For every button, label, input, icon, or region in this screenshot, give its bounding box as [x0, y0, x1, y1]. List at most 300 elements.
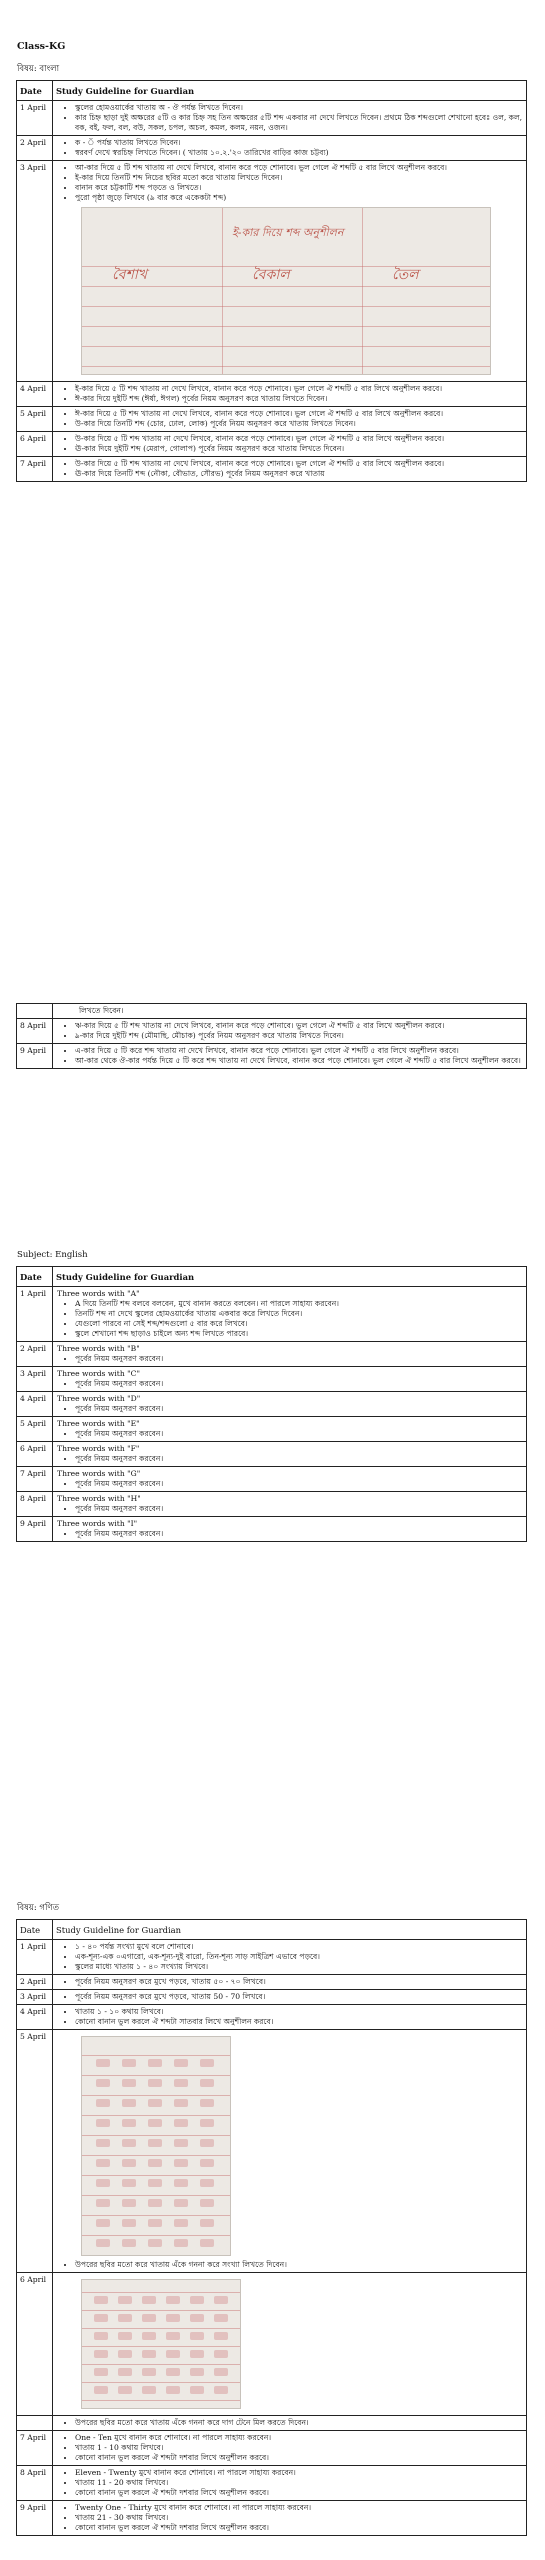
row-date: 3 April [17, 161, 53, 382]
drawn-mark [190, 2296, 204, 2304]
drawn-mark [148, 2179, 162, 2187]
row-date: 6 April [17, 432, 53, 457]
guide-item: • ঈ-কার দিয়ে দুইটি শব্দ (ঈর্ষা, ঈগল) পূর্বের নিয়ম অনুসরণ করে খাতায় লিখতে দিবেন। [75, 394, 523, 404]
drawn-mark [122, 2119, 136, 2127]
table-row [17, 2273, 527, 2416]
grid-line [82, 2155, 230, 2156]
guide-item: • ঌ-কার দিয়ে দুইটি শব্দ (মৌমাছি, মৌচাক) পূর্বের নিয়ম অনুসরণ করে খাতায় লিখতে দিবেন। [75, 1031, 523, 1041]
row-guide [53, 1940, 527, 1975]
drawn-mark [174, 2199, 188, 2207]
guide-item: • আ-কার থেকে ঔ-কার পর্যন্ত দিয়ে ৫ টি করে শব্দ খাতায় না দেখে লিখবে, বানান করে পড়ে শোনাবে। ভুল গেলে ঐ শব্দটি ৫ বার লিখে অনুশীলন করবে। [75, 1056, 523, 1066]
drawn-mark [94, 2386, 108, 2394]
row-title: Three words with "G" [57, 1469, 141, 1478]
guide-list [75, 1992, 523, 2002]
row-date: 2 April [17, 1342, 53, 1367]
drawn-mark [118, 2314, 132, 2322]
ruled-line [82, 346, 490, 347]
table-row [17, 432, 527, 457]
drawn-mark [190, 2386, 204, 2394]
drawn-mark [190, 2350, 204, 2358]
table-row [17, 1392, 527, 1417]
row-title: Three words with "A" [57, 1289, 140, 1298]
guide-list [75, 1299, 523, 1339]
ruled-line [82, 286, 490, 287]
table-row [17, 2466, 527, 2501]
drawn-mark [94, 2296, 108, 2304]
row-guide [53, 1417, 527, 1442]
table-row [17, 1940, 527, 1975]
drawn-mark [118, 2386, 132, 2394]
drawn-mark [122, 2079, 136, 2087]
guide-item: • পূর্বের নিয়ম অনুসরণ করবেন। [75, 1529, 523, 1539]
guide-item: • কার চিহ্ন ছাড়া দুই অক্ষরের ৫টি ও কার চিহ্ন সহ তিন অক্ষরের ৫টি শব্দ একবার না দেখে লিখতে দিবেন। প্রথমে ঠিক শব্দগুলো শেখানো হবেঃ ওল, কল, বক, বই, ফল, বল, বউ, সকল, চপল, অচল, কমল, কলম, নয়ন, ওজন। [75, 113, 523, 133]
guide-list [75, 2503, 523, 2533]
row-date: 6 April [17, 1442, 53, 1467]
guide-item: • উপরের ছবির মতো করে খাতায় এঁকে গননা করে সংখ্যা লিখতে দিবেন। [75, 2260, 523, 2270]
guide-list [75, 1429, 523, 1439]
drawn-mark [118, 2296, 132, 2304]
guide-item: • খাতায় 21 - 30 কথায় লিখবে। [75, 2513, 523, 2523]
guide-item: • ঋ-কার দিয়ে ৫ টি শব্দ খাতায় না দেখে লিখবে, বানান করে পড়ে শোনাবে। ভুল গেলে ঐ শব্দটি ৫ বার লিখে অনুশীলন করবে। [75, 1021, 523, 1031]
row-date [17, 2416, 53, 2431]
row-date: 5 April [17, 2030, 53, 2273]
guide-list [75, 1529, 523, 1539]
guide-item: • One - Ten মুখে বানান করে শোনাবে। না পারলে সাহায্য করবেন। [75, 2433, 523, 2443]
guide-item: • ১ - ৪০ পর্যন্ত সংখ্যা মুখে বলে শোনাবে। [75, 1942, 523, 1952]
row-date: 9 April [17, 1044, 53, 1069]
guide-item: • বানান করে চট্টকাটি শব্দ পড়তে ও লিখতে। [75, 183, 523, 193]
drawn-mark [96, 2199, 110, 2207]
photo-word: তৈল [392, 267, 419, 283]
row-date: 7 April [17, 457, 53, 482]
drawn-mark [166, 2368, 180, 2376]
drawn-mark [148, 2199, 162, 2207]
drawn-mark [148, 2239, 162, 2247]
table-row [17, 1367, 527, 1392]
ruled-line [82, 366, 490, 367]
row-title: Three words with "I" [57, 1519, 138, 1528]
guide-item: • ই-কার দিয়ে তিনটি শব্দ নিচের ছবির মতো করে খাতায় লিখতে দিবেন। [75, 173, 523, 183]
drawn-mark [166, 2296, 180, 2304]
row-date: 1 April [17, 1940, 53, 1975]
guide-item: • উপরের ছবির মতো করে খাতায় এঁকে গননা করে দাগ টেনে মিল করতে দিবেন। [75, 2418, 523, 2428]
row-date: 3 April [17, 1990, 53, 2005]
row-title: Three words with "E" [57, 1419, 140, 1428]
row-guide [53, 136, 527, 161]
guide-list [75, 1404, 523, 1414]
row-guide [53, 382, 527, 407]
row-guide [53, 432, 527, 457]
row-guide [53, 161, 527, 382]
table-row [17, 1287, 527, 1342]
guide-list [75, 1021, 523, 1041]
drawn-mark [174, 2059, 188, 2067]
grid-line [82, 2095, 230, 2096]
drawn-mark [214, 2368, 228, 2376]
bangla-table-continued [16, 1003, 527, 1069]
guide-item: • খাতায় ১ - ১০ কথায় লিখবে। [75, 2007, 523, 2017]
guide-item: • Eleven - Twenty মুখে বানান করে শোনাবে। না পারলে সাহায্য করবেন। [75, 2468, 523, 2478]
row-guide [53, 1392, 527, 1417]
row-date: 1 April [17, 101, 53, 136]
guide-list [75, 2260, 523, 2270]
guide-item: • আ-কার দিয়ে ৫ টি শব্দ খাতায় না দেখে লিখবে, বানান করে পড়ে শোনাবে। ভুল গেলে ঐ শব্দটি ৫ বার লিখে অনুশীলন করবে। [75, 163, 523, 173]
guide-header: Study Guideline for Guardian [53, 1267, 527, 1287]
drawn-mark [122, 2059, 136, 2067]
row-guide [53, 1492, 527, 1517]
math-table [16, 1919, 527, 2536]
row-date: 5 April [17, 407, 53, 432]
guide-list [75, 459, 523, 479]
photo-word: বৈকাল [252, 267, 290, 283]
grid-line [82, 2364, 240, 2365]
guide-item: • খাতায় 1 - 10 কথায় লিখবে। [75, 2443, 523, 2453]
row-guide [53, 1975, 527, 1990]
ruled-line [82, 306, 490, 307]
drawn-mark [122, 2199, 136, 2207]
ruled-line [82, 326, 490, 327]
table-row [17, 2431, 527, 2466]
drawn-mark [148, 2159, 162, 2167]
row-date: 4 April [17, 2005, 53, 2030]
guide-list [75, 2007, 523, 2027]
row-guide [53, 1442, 527, 1467]
drawn-mark [200, 2179, 214, 2187]
table-row [17, 407, 527, 432]
drawn-mark [174, 2099, 188, 2107]
grid-line [82, 2382, 240, 2383]
guide-item: • পূর্বের নিয়ম অনুসরণ করবেন। [75, 1504, 523, 1514]
drawn-mark [142, 2350, 156, 2358]
guide-list [75, 434, 523, 454]
table-row [17, 136, 527, 161]
guide-item: • A দিয়ে তিনটি শব্দ বলবে বলবেন, মুখে বানান করতে বলবেন। না পারলে সাহায্য করবেন। [75, 1299, 523, 1309]
row-guide [53, 101, 527, 136]
drawn-mark [96, 2219, 110, 2227]
guide-list [75, 1942, 523, 1972]
subject-math: বিষয়: গণিত [17, 1903, 59, 1913]
guide-item: • উ-কার দিয়ে ৫ টি শব্দ খাতায় না দেখে লিখবে, বানান করে পড়ে শোনাবে। ভুল গেলে ঐ শব্দটি ৫ বার লিখে অনুশীলন করবে। [75, 434, 523, 444]
ruled-column [362, 208, 363, 374]
guide-item: • উ-কার দিয়ে ৫ টি শব্দ খাতায় না দেখে লিখবে, বানান করে পড়ে শোনাবে। ভুল গেলে ঐ শব্দটি ৫ বার লিখে অনুশীলন করবে। [75, 459, 523, 469]
table-row [17, 1417, 527, 1442]
drawn-mark [174, 2159, 188, 2167]
row-guide [53, 1367, 527, 1392]
grid-line [82, 2328, 240, 2329]
row-guide [53, 457, 527, 482]
guide-list [75, 384, 523, 404]
guide-item: • স্বরবর্ণ দেখে স্বরচিহ্ন লিখতে দিবেন। ( খাতায় ১০.২.'২০ তারিখের বাড়ির কাজ চট্টব্য) [75, 148, 523, 158]
row-date: 5 April [17, 1417, 53, 1442]
guide-item: • খাতায় 11 - 20 কথায় লিখবে। [75, 2478, 523, 2488]
row-guide [53, 407, 527, 432]
guide-item: • পূর্বের নিয়ম অনুসরণ করবেন। [75, 1354, 523, 1364]
guide-item: • তিনটি শব্দ না দেখে স্কুলের হোমওয়ার্কের খাতায় একবার করে লিখতে দিবেন। [75, 1309, 523, 1319]
drawn-mark [142, 2314, 156, 2322]
grid-line [82, 2055, 230, 2056]
grid-line [82, 2310, 240, 2311]
row-guide [53, 1287, 527, 1342]
row-date: 4 April [17, 382, 53, 407]
drawn-mark [200, 2059, 214, 2067]
drawn-mark [96, 2159, 110, 2167]
guide-item: • কোনো বানান ভুল করলে ঐ শব্দটা দশবার লিখে অনুশীলন করবে। [75, 2523, 523, 2533]
guide-item: • এ-কার দিয়ে ৫ টি করে শব্দ খাতায় না দেখে লিখবে, বানান করে পড়ে শোনাবে। ভুল গেলে ঐ শব্দটি ৫ বার লিখে অনুশীলন করবে। [75, 1046, 523, 1056]
row-date: 2 April [17, 136, 53, 161]
table-row [17, 1492, 527, 1517]
drawn-mark [94, 2314, 108, 2322]
guide-item: • ঊ-কার দিয়ে তিনটি শব্দ (নৌকা, বৌভাত, সৌরভ) পূর্বের নিয়ম অনুসরণ করে খাতায় [75, 469, 523, 479]
worksheet-photo [81, 207, 491, 375]
row-date: 7 April [17, 2431, 53, 2466]
english-table [16, 1266, 527, 1542]
guide-item: • পুরো পৃষ্ঠা জুড়ে লিখবে (৯ বার করে একেকটা শব্দ) [75, 193, 523, 203]
drawn-mark [96, 2099, 110, 2107]
drawn-mark [166, 2314, 180, 2322]
guide-header: Study Guideline for Guardian [53, 1920, 527, 1940]
row-guide [53, 1044, 527, 1069]
row-guide [53, 2005, 527, 2030]
guide-item: • পূর্বের নিয়ম অনুসরণ করবেন। [75, 1379, 523, 1389]
guide-item: • পূর্বের নিয়ম অনুসরণ করে মুখে পড়বে, খাতায় ৫০ - ৭০ লিখবে। [75, 1977, 523, 1987]
row-guide [53, 2501, 527, 2536]
guide-list [75, 2418, 523, 2428]
drawn-mark [200, 2119, 214, 2127]
row-title: Three words with "B" [57, 1344, 140, 1353]
guide-item: • পূর্বের নিয়ম অনুসরণ করবেন। [75, 1454, 523, 1464]
drawn-mark [118, 2368, 132, 2376]
drawn-mark [148, 2119, 162, 2127]
drawn-mark [118, 2332, 132, 2340]
drawn-mark [190, 2332, 204, 2340]
guide-item: • স্কুলের মাধ্যে খাতায় ১ - ৪০ সংখ্যায় লিখবে। [75, 1962, 523, 1972]
row-date: 8 April [17, 2466, 53, 2501]
table-row [17, 161, 527, 382]
guide-list [75, 1046, 523, 1066]
guide-item: • ঊ-কার দিয়ে দুইটি শব্দ (মেরাপ, গোলাপ) পূর্বের নিয়ম অনুসরণ করে খাতায় লিখতে দিবেন। [75, 444, 523, 454]
drawn-mark [166, 2350, 180, 2358]
guide-list [75, 1504, 523, 1514]
guide-list [75, 1479, 523, 1489]
row-guide [53, 1517, 527, 1542]
subject-english: Subject: English [17, 1250, 88, 1260]
guide-list [75, 1977, 523, 1987]
row-date: 8 April [17, 1492, 53, 1517]
table-row [17, 101, 527, 136]
row-title: Three words with "F" [57, 1444, 140, 1453]
drawn-mark [142, 2332, 156, 2340]
grid-line [82, 2255, 230, 2256]
row-title: Three words with "D" [57, 1394, 141, 1403]
row-date: 9 April [17, 2501, 53, 2536]
guide-item: • যেগুলো পারবে না সেই শব্দ/শব্দগুলো ৫ বার করে লিখবে। [75, 1319, 523, 1329]
table-row [17, 2501, 527, 2536]
drawn-mark [166, 2332, 180, 2340]
drawn-mark [214, 2332, 228, 2340]
drawn-mark [142, 2368, 156, 2376]
table-row [17, 2416, 527, 2431]
drawn-mark [122, 2239, 136, 2247]
row-date: 3 April [17, 1367, 53, 1392]
table-row [17, 1467, 527, 1492]
table-row [17, 382, 527, 407]
grid-line [82, 2115, 230, 2116]
table-row [17, 1342, 527, 1367]
ruled-column [222, 208, 223, 374]
drawn-mark [96, 2179, 110, 2187]
worksheet-photo [81, 2036, 231, 2256]
guide-item: • ই-কার দিয়ে ৫ টি শব্দ খাতায় না দেখে লিখবে, বানান করে পড়ে শোনাবে। ভুল গেলে ঐ শব্দটি ৫ বার লিখে অনুশীলন করবে। [75, 384, 523, 394]
drawn-mark [122, 2179, 136, 2187]
drawn-mark [214, 2296, 228, 2304]
row-guide [53, 1342, 527, 1367]
drawn-mark [94, 2332, 108, 2340]
drawn-mark [174, 2219, 188, 2227]
guide-list [75, 138, 523, 158]
drawn-mark [200, 2159, 214, 2167]
drawn-mark [122, 2099, 136, 2107]
drawn-mark [142, 2386, 156, 2394]
grid-line [82, 2075, 230, 2076]
guide-list [75, 1354, 523, 1364]
row-guide [53, 2466, 527, 2501]
drawn-mark [122, 2139, 136, 2147]
row-guide [53, 1467, 527, 1492]
guide-list [75, 103, 523, 133]
grid-line [82, 2400, 240, 2401]
row-date: 7 April [17, 1467, 53, 1492]
row-guide [53, 2416, 527, 2431]
table-row [17, 457, 527, 482]
drawn-mark [96, 2119, 110, 2127]
drawn-mark [96, 2059, 110, 2067]
drawn-mark [94, 2350, 108, 2358]
guide-item: • পূর্বের নিয়ম অনুসরণ করবেন। [75, 1479, 523, 1489]
guide-item: • Twenty One - Thirty মুখে বানান করে শোনাবে। না পারলে সাহায্য করবেন। [75, 2503, 523, 2513]
guide-list [75, 1454, 523, 1464]
guide-list [75, 163, 523, 203]
continued-text: লিখতে দিবেন। [79, 1006, 124, 1015]
table-row [17, 2030, 527, 2273]
grid-line [82, 2292, 240, 2293]
drawn-mark [174, 2179, 188, 2187]
row-date: 6 April [17, 2273, 53, 2416]
drawn-mark [190, 2314, 204, 2322]
drawn-mark [96, 2139, 110, 2147]
row-date: 8 April [17, 1019, 53, 1044]
row-title: Three words with "C" [57, 1369, 140, 1378]
row-date: 2 April [17, 1975, 53, 1990]
row-guide [53, 2273, 527, 2416]
drawn-mark [214, 2314, 228, 2322]
drawn-mark [148, 2099, 162, 2107]
subject-bangla: বিষয়: বাংলা [17, 64, 60, 74]
table-row [17, 1044, 527, 1069]
table-row [17, 2005, 527, 2030]
drawn-mark [174, 2079, 188, 2087]
grid-line [82, 2175, 230, 2176]
guide-item: • পূর্বের নিয়ম অনুসরণ করবেন। [75, 1404, 523, 1414]
guide-item: • কোনো বানান ভুল করলে ঐ শব্দটা দশবার লিখে অনুশীলন করবে। [75, 2453, 523, 2463]
drawn-mark [96, 2239, 110, 2247]
guide-item: • এক-শূন্য-এক ০এগারো, এক-শূন্য-দুই বারো, তিন-শূন্য সাড় সাইত্রিশ এভাবে পড়বে। [75, 1952, 523, 1962]
drawn-mark [118, 2350, 132, 2358]
guide-item: • ঈ-কার দিয়ে ৫ টি শব্দ খাতায় না দেখে লিখবে, বানান করে পড়ে শোনাবে। ভুল গেলে ঐ শব্দটি ৫ বার লিখে অনুশীলন করবে। [75, 409, 523, 419]
grid-line [82, 2215, 230, 2216]
guide-list [75, 1379, 523, 1389]
drawn-mark [148, 2219, 162, 2227]
drawn-mark [200, 2239, 214, 2247]
photo-word: বৈশাখ [112, 267, 147, 283]
row-guide [53, 2030, 527, 2273]
drawn-mark [96, 2079, 110, 2087]
guide-item: • ক - ঁ পর্যন্ত খাতায় লিখতে দিবেন। [75, 138, 523, 148]
drawn-mark [214, 2386, 228, 2394]
guide-item: • স্কুলের হোমওয়ার্কের খাতায় অ - ঔ পর্যন্ত লিখতে দিবেন। [75, 103, 523, 113]
drawn-mark [142, 2296, 156, 2304]
drawn-mark [122, 2219, 136, 2227]
drawn-mark [94, 2368, 108, 2376]
drawn-mark [200, 2079, 214, 2087]
row-date: 4 April [17, 1392, 53, 1417]
table-row [17, 1975, 527, 1990]
guide-header: Study Guideline for Guardian [53, 81, 527, 101]
guide-item: • পূর্বের নিয়ম অনুসরণ করে মুখে পড়বে, খাতায় 50 - 70 লিখবে। [75, 1992, 523, 2002]
grid-line [82, 2346, 240, 2347]
drawn-mark [148, 2059, 162, 2067]
guide-item: • স্কুলে শেখানো শব্দ ছাড়াও চাইলে অন্য শব্দ লিখতে পারবে। [75, 1329, 523, 1339]
guide-list [75, 2433, 523, 2463]
drawn-mark [174, 2139, 188, 2147]
date-header: Date [17, 81, 53, 101]
guide-item: • পূর্বের নিয়ম অনুসরণ করবেন। [75, 1429, 523, 1439]
drawn-mark [174, 2239, 188, 2247]
grid-line [82, 2135, 230, 2136]
drawn-mark [190, 2368, 204, 2376]
photo-caption: ই-কার দিয়ে শব্দ অনুশীলন [232, 226, 344, 239]
drawn-mark [174, 2119, 188, 2127]
row-date: 9 April [17, 1517, 53, 1542]
table-row [17, 1990, 527, 2005]
table-row [17, 1442, 527, 1467]
worksheet-photo [81, 2279, 241, 2409]
bangla-table [16, 80, 527, 482]
date-header: Date [17, 1267, 53, 1287]
date-header: Date [17, 1920, 53, 1940]
row-title: Three words with "H" [57, 1494, 141, 1503]
grid-line [82, 2235, 230, 2236]
row-guide [53, 1990, 527, 2005]
drawn-mark [200, 2139, 214, 2147]
table-row [17, 1019, 527, 1044]
row-guide [53, 1019, 527, 1044]
drawn-mark [122, 2159, 136, 2167]
drawn-mark [200, 2099, 214, 2107]
row-date: 1 April [17, 1287, 53, 1342]
drawn-mark [166, 2386, 180, 2394]
guide-list [75, 409, 523, 429]
drawn-mark [148, 2079, 162, 2087]
drawn-mark [200, 2219, 214, 2227]
row-guide [53, 2431, 527, 2466]
table-row [17, 1517, 527, 1542]
grid-line [82, 2195, 230, 2196]
guide-item: • কোনো বানান ভুল করলে ঐ শব্দটা দশবার লিখে অনুশীলন করবে। [75, 2488, 523, 2498]
guide-item: • উ-কার দিয়ে তিনটি শব্দ (চোর, ঢোল, লোক) পূর্বের নিয়ম অনুসরণ করে খাতায় লিখতে দিবেন। [75, 419, 523, 429]
drawn-mark [148, 2139, 162, 2147]
drawn-mark [214, 2350, 228, 2358]
class-title: Class-KG [17, 41, 66, 52]
